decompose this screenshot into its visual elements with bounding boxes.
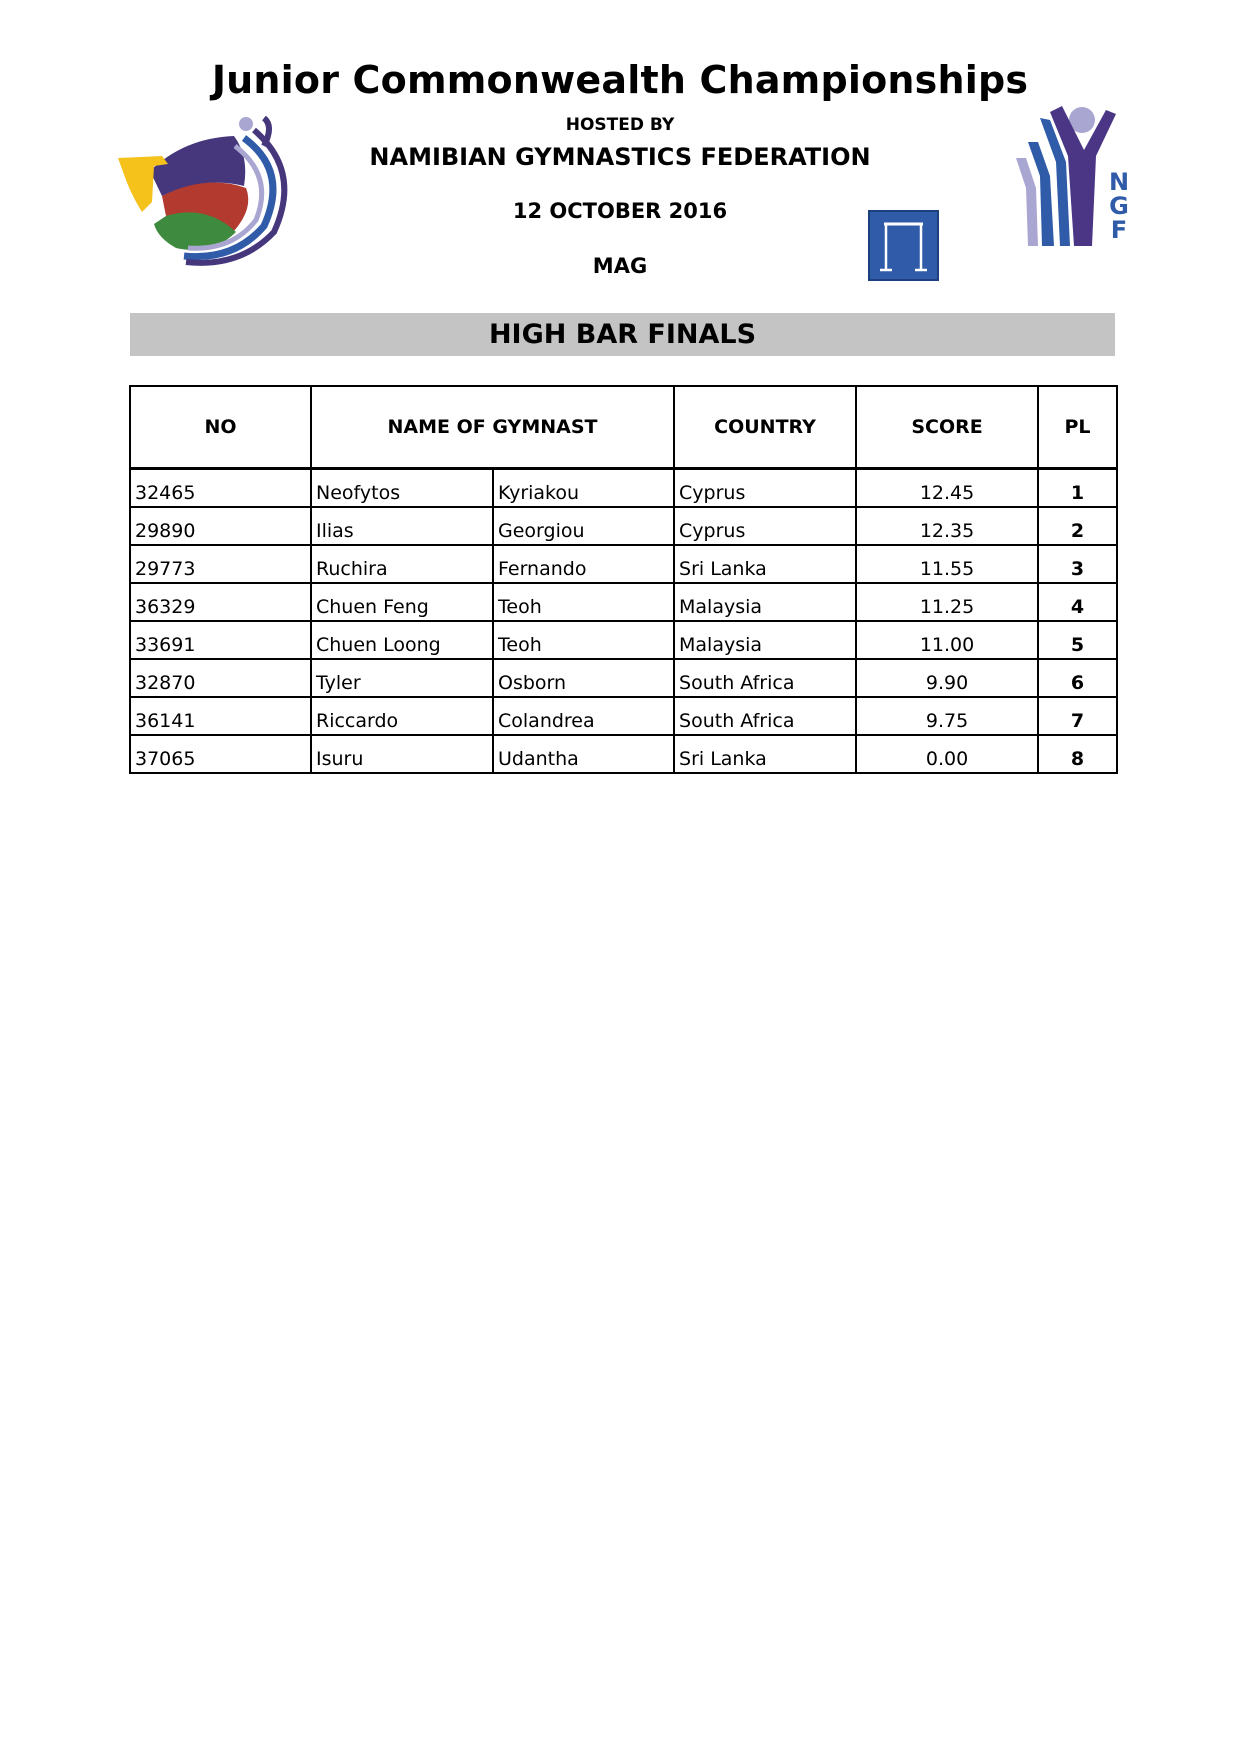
cell-country: Sri Lanka — [674, 545, 856, 583]
table-row — [130, 507, 1117, 545]
cell-no: 33691 — [130, 621, 311, 659]
cell-place: 4 — [1038, 583, 1117, 621]
cell-no: 32870 — [130, 659, 311, 697]
header-no: NO — [130, 386, 311, 469]
cell-place: 3 — [1038, 545, 1117, 583]
cell-last-name: Colandrea — [493, 697, 674, 735]
cell-place: 7 — [1038, 697, 1117, 735]
cell-place: 8 — [1038, 735, 1117, 773]
cell-first-name: Riccardo — [311, 697, 493, 735]
table-header-row — [130, 386, 1117, 469]
cell-no: 36329 — [130, 583, 311, 621]
cell-last-name: Georgiou — [493, 507, 674, 545]
cell-country: Malaysia — [674, 583, 856, 621]
cell-first-name: Ruchira — [311, 545, 493, 583]
cell-last-name: Fernando — [493, 545, 674, 583]
cell-country: Sri Lanka — [674, 735, 856, 773]
cell-no: 36141 — [130, 697, 311, 735]
event-banner: HIGH BAR FINALS — [130, 313, 1115, 356]
cell-country: South Africa — [674, 697, 856, 735]
cell-place: 2 — [1038, 507, 1117, 545]
cell-first-name: Chuen Feng — [311, 583, 493, 621]
header-name: NAME OF GYMNAST — [311, 386, 674, 469]
cell-country: South Africa — [674, 659, 856, 697]
results-table — [129, 385, 1118, 774]
cell-score: 12.35 — [856, 507, 1038, 545]
cell-country: Cyprus — [674, 469, 856, 508]
table-row — [130, 697, 1117, 735]
cell-place: 6 — [1038, 659, 1117, 697]
cell-score: 9.75 — [856, 697, 1038, 735]
ngf-letter-f: F — [1110, 216, 1128, 244]
ngf-letter-n: N — [1108, 168, 1130, 196]
table-row — [130, 621, 1117, 659]
cell-score: 11.00 — [856, 621, 1038, 659]
table-row — [130, 545, 1117, 583]
discipline-label: MAG — [592, 254, 648, 278]
ngf-letter-g: G — [1109, 192, 1129, 220]
cell-first-name: Tyler — [311, 659, 493, 697]
cell-no: 37065 — [130, 735, 311, 773]
header-country: COUNTRY — [674, 386, 856, 469]
table-row — [130, 469, 1117, 508]
cell-first-name: Chuen Loong — [311, 621, 493, 659]
cell-score: 12.45 — [856, 469, 1038, 508]
cell-first-name: Isuru — [311, 735, 493, 773]
page-title: Junior Commonwealth Championships — [211, 58, 1029, 102]
cell-no: 29890 — [130, 507, 311, 545]
cell-last-name: Teoh — [493, 583, 674, 621]
event-date: 12 OCTOBER 2016 — [512, 199, 728, 223]
cell-first-name: Ilias — [311, 507, 493, 545]
cell-first-name: Neofytos — [311, 469, 493, 508]
hosted-by-label: HOSTED BY — [565, 115, 675, 135]
cell-score: 0.00 — [856, 735, 1038, 773]
cell-score: 9.90 — [856, 659, 1038, 697]
table-row — [130, 735, 1117, 773]
table-row — [130, 583, 1117, 621]
cell-last-name: Udantha — [493, 735, 674, 773]
host-federation: NAMIBIAN GYMNASTICS FEDERATION — [369, 143, 871, 171]
cell-place: 5 — [1038, 621, 1117, 659]
cell-no: 29773 — [130, 545, 311, 583]
cell-country: Cyprus — [674, 507, 856, 545]
header-score: SCORE — [856, 386, 1038, 469]
cell-last-name: Osborn — [493, 659, 674, 697]
cell-country: Malaysia — [674, 621, 856, 659]
cell-last-name: Teoh — [493, 621, 674, 659]
high-bar-apparatus-icon — [868, 210, 939, 281]
cell-place: 1 — [1038, 469, 1117, 508]
ngf-logo — [1010, 106, 1140, 256]
cell-no: 32465 — [130, 469, 311, 508]
championship-logo-icon — [114, 116, 314, 266]
cell-score: 11.55 — [856, 545, 1038, 583]
header-pl: PL — [1038, 386, 1117, 469]
cell-last-name: Kyriakou — [493, 469, 674, 508]
table-row — [130, 659, 1117, 697]
cell-score: 11.25 — [856, 583, 1038, 621]
